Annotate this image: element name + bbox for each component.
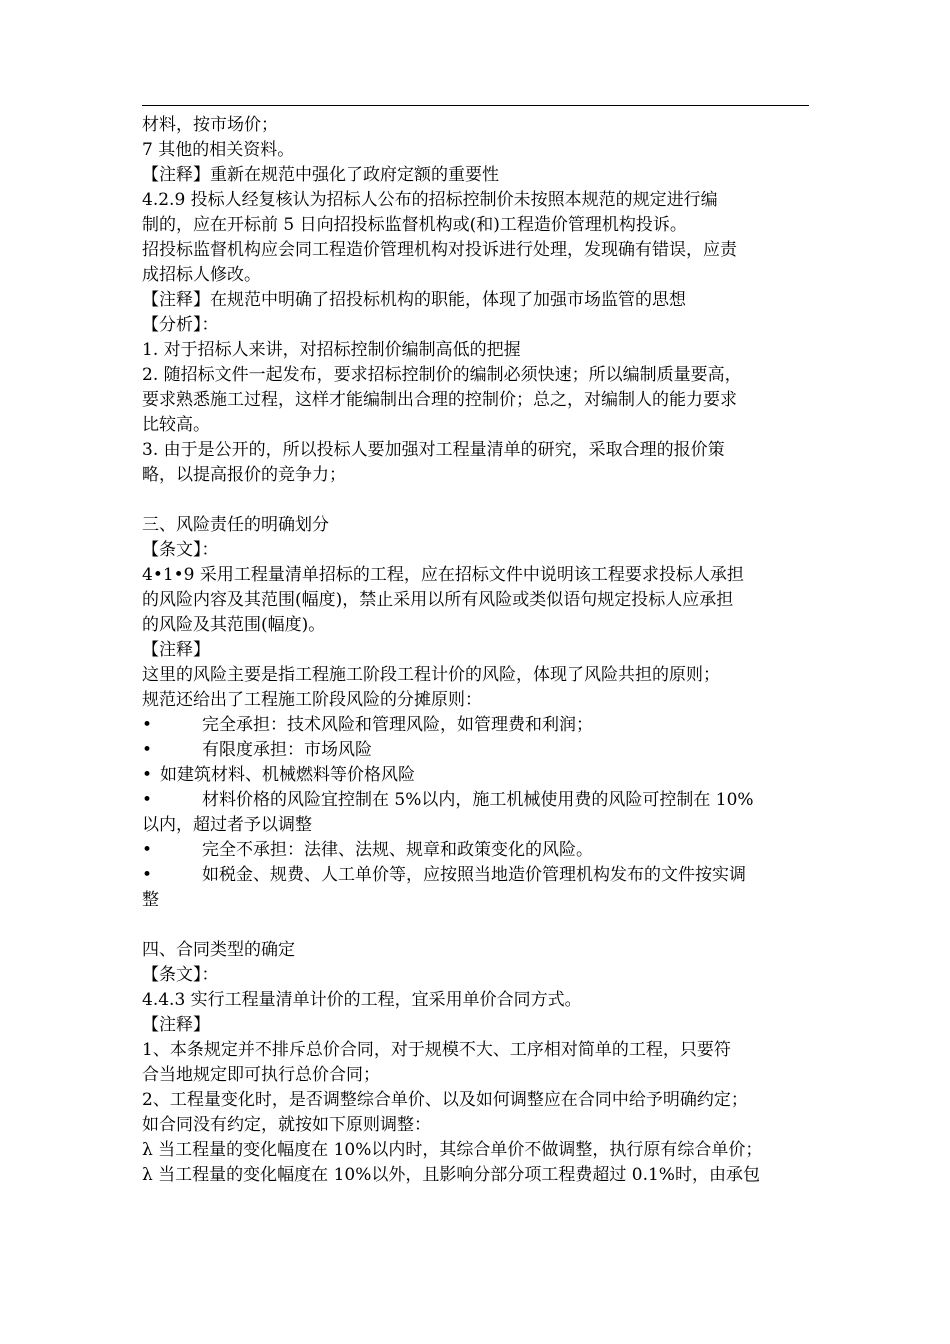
- note-label: 【注释】: [142, 1015, 210, 1035]
- bullet-item: [142, 788, 809, 813]
- bullet-icon: •: [142, 740, 153, 760]
- bullet-item: [142, 763, 809, 788]
- note-label: 【注释】: [142, 640, 210, 660]
- analysis-item: 比较高。: [142, 415, 210, 435]
- analysis-heading: 【分析】：: [142, 315, 219, 335]
- note-line: 合当地规定即可执行总价合同；: [142, 1065, 380, 1085]
- bullet-icon: •: [142, 840, 153, 860]
- blank-line: [142, 913, 809, 938]
- document-body: [142, 113, 809, 1188]
- bullet-icon: •: [142, 865, 153, 885]
- bullet-text: 材料价格的风险宜控制在 5%以内，施工机械使用费的风险可控制在 10%: [202, 790, 754, 810]
- bullet-continuation: 整: [142, 890, 159, 910]
- clause-line: 4•1•9 采用工程量清单招标的工程，应在招标文件中说明该工程要求投标人承担: [142, 565, 744, 585]
- note-line: λ 当工程量的变化幅度在 10%以外，且影响分部分项工程费超过 0.1%时，由承包: [142, 1165, 760, 1185]
- clause-line: 4.4.3 实行工程量清单计价的工程，宜采用单价合同方式。: [142, 990, 582, 1010]
- clause-line: 的风险及其范围(幅度)。: [142, 615, 326, 635]
- bullet-item: [142, 863, 809, 888]
- bullet-icon: •: [142, 765, 153, 785]
- bullet-text: 完全承担：技术风险和管理风险，如管理费和利润；: [202, 715, 593, 735]
- clause-line: 制的，应在开标前 5 日向招投标监督机构或(和)工程造价管理机构投诉。: [142, 215, 687, 235]
- note-line: λ 当工程量的变化幅度在 10%以内时，其综合单价不做调整，执行原有综合单价；: [142, 1140, 763, 1160]
- bullet-item: [142, 713, 809, 738]
- bullet-continuation: 以内，超过者予以调整: [142, 815, 312, 835]
- bullet-text: 如税金、规费、人工单价等，应按照当地造价管理机构发布的文件按实调: [202, 865, 746, 885]
- text-line: 材料，按市场价；: [142, 115, 278, 135]
- bullet-text: 如建筑材料、机械燃料等价格风险: [160, 765, 415, 785]
- clause-label: 【条文】：: [142, 965, 219, 985]
- bullet-item: [142, 738, 809, 763]
- clause-label: 【条文】：: [142, 540, 219, 560]
- note-line: 2、工程量变化时，是否调整综合单价、以及如何调整应在合同中给予明确约定；: [142, 1090, 748, 1110]
- bullet-icon: •: [142, 715, 153, 735]
- bullet-icon: •: [142, 790, 153, 810]
- note-line: 规范还给出了工程施工阶段风险的分摊原则：: [142, 690, 482, 710]
- bullet-item: [142, 838, 809, 863]
- bullet-text: 有限度承担：市场风险: [202, 740, 372, 760]
- text-line: 招投标监督机构应会同工程造价管理机构对投诉进行处理，发现确有错误，应责: [142, 240, 737, 260]
- header-rule: [142, 105, 809, 106]
- note-line: 【注释】重新在规范中强化了政府定额的重要性: [142, 165, 499, 185]
- text-line: 成招标人修改。: [142, 265, 261, 285]
- bullet-text: 完全不承担：法律、法规、规章和政策变化的风险。: [202, 840, 593, 860]
- analysis-item: 1. 对于招标人来讲，对招标控制价编制高低的把握: [142, 340, 521, 360]
- blank-line: [142, 488, 809, 513]
- section-heading: 三、风险责任的明确划分: [142, 515, 329, 535]
- analysis-item: 2. 随招标文件一起发布，要求招标控制价的编制必须快速；所以编制质量要高，: [142, 365, 742, 385]
- note-line: 如合同没有约定，就按如下原则调整：: [142, 1115, 431, 1135]
- analysis-item: 略，以提高报价的竞争力；: [142, 465, 346, 485]
- note-line: 【注释】在规范中明确了招投标机构的职能，体现了加强市场监管的思想: [142, 290, 686, 310]
- clause-line: 4.2.9 投标人经复核认为招标人公布的招标控制价未按照本规范的规定进行编: [142, 190, 718, 210]
- note-line: 这里的风险主要是指工程施工阶段工程计价的风险，体现了风险共担的原则；: [142, 665, 720, 685]
- section-heading: 四、合同类型的确定: [142, 940, 295, 960]
- analysis-item: 3. 由于是公开的，所以投标人要加强对工程量清单的研究，采取合理的报价策: [142, 440, 725, 460]
- text-line: 7 其他的相关资料。: [142, 140, 295, 160]
- clause-line: 的风险内容及其范围(幅度)，禁止采用以所有风险或类似语句规定投标人应承担: [142, 590, 734, 610]
- note-line: 1、本条规定并不排斥总价合同，对于规模不大、工序相对简单的工程，只要符: [142, 1040, 731, 1060]
- analysis-item: 要求熟悉施工过程，这样才能编制出合理的控制价；总之，对编制人的能力要求: [142, 390, 737, 410]
